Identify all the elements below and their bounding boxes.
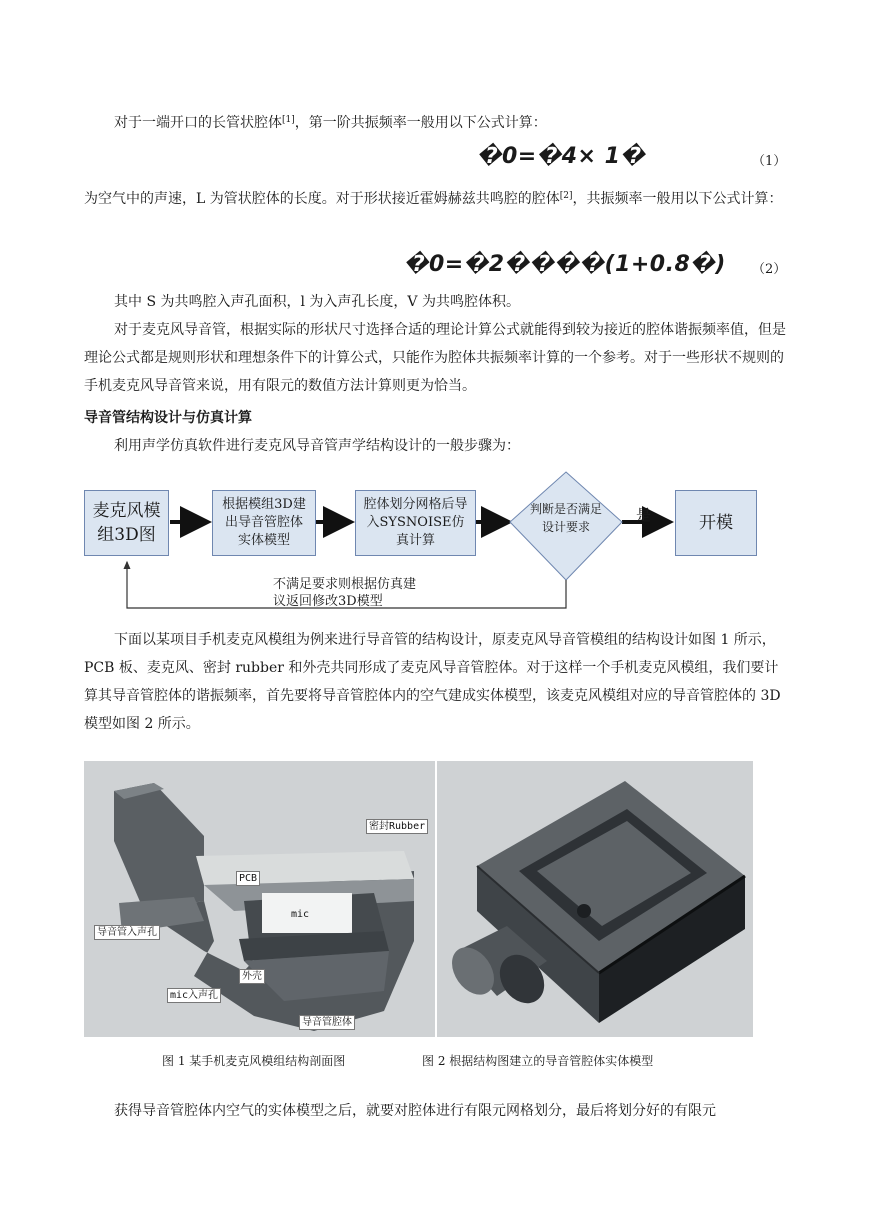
citation-ref-2[interactable]: [2]	[559, 191, 573, 201]
flow-yes-label: 是	[636, 506, 652, 524]
theory-paragraph: 对于麦克风导音管，根据实际的形状尺寸选择合适的理论计算公式就能得到较为接近的腔体谐振频率值，但是理论公式都是规则形状和理想条件下的计算公式，只能作为腔体共振频率计算的一个参考。对于一些形状不规则的手机麦克风导音管来说，用有限元的数值方法计算则更为恰当。	[84, 322, 786, 394]
flow-step-3d-model: 麦克风模组3D图	[84, 490, 169, 556]
intro-text: 对于一端开口的长管状腔体	[114, 115, 282, 131]
cross-section-drawing	[84, 761, 435, 1037]
flow-step-open-mold: 开模	[675, 490, 757, 556]
example-paragraph: 下面以某项目手机麦克风模组为例来进行导音管的结构设计，原麦克风导音管模组的结构设计如图 1 所示，PCB 板、麦克风、密封 rubber 和外壳共同形成了麦克风导音管腔体。对于这样一个手机麦克风模组，我们要计算其导音管腔体的谐振频率，首先要将导音管腔体内的空气建成实体模型，该麦克风模组对应的导音管腔体的 3D 模型如图 2 所示。	[84, 632, 781, 732]
equation-1: �0=�4× 1�	[477, 144, 646, 169]
citation-ref-1[interactable]: [1]	[282, 115, 295, 125]
figure-2-solid-model	[437, 761, 753, 1037]
figure-1-caption: 图 1 某手机麦克风模组结构剖面图	[162, 1054, 346, 1068]
meshing-paragraph: 获得导音管腔体内空气的实体模型之后，就要对腔体进行有限元网格划分，最后将划分好的有限元	[114, 1103, 716, 1119]
equation-1-number: （1）	[752, 154, 787, 169]
paragraph-text: 为空气中的声速，L 为管状腔体的长度。对于形状接近霍姆赫兹共鸣腔的腔体	[84, 191, 560, 207]
flow-step-build-solid: 根据模组3D建出导音管腔体实体模型	[212, 490, 316, 556]
paragraph-text-cont: ，共振频率一般用以下公式计算：	[572, 191, 783, 207]
figure-1-cross-section	[84, 761, 435, 1037]
equation-2-number: （2）	[752, 262, 787, 277]
intro-text-cont: ，第一阶共振频率一般用以下公式计算：	[294, 115, 547, 131]
label-sealing-rubber: 密封Rubber	[366, 819, 428, 834]
solid-model-drawing	[437, 761, 753, 1037]
label-cavity: 导音管腔体	[299, 1015, 355, 1030]
section-heading: 导音管结构设计与仿真计算	[84, 410, 252, 426]
label-mic: mic	[291, 909, 310, 920]
equation-2: �0=�2����(1+0.8�)	[404, 252, 726, 277]
flow-step-mesh-simulate: 腔体划分网格后导入SYSNOISE仿真计算	[355, 490, 476, 556]
label-inlet-hole: 导音管入声孔	[94, 925, 160, 940]
steps-intro-paragraph: 利用声学仿真软件进行麦克风导音管声学结构设计的一般步骤为：	[114, 438, 520, 454]
flow-feedback-label: 不满足要求则根据仿真建议返回修改3D模型	[273, 577, 417, 609]
figure-2-caption: 图 2 根据结构图建立的导音管腔体实体模型	[422, 1054, 654, 1068]
label-mic-hole: mic入声孔	[167, 988, 221, 1003]
label-shell: 外壳	[239, 969, 265, 984]
flow-decision-text: 判断是否满足设计要求	[530, 502, 603, 534]
label-pcb: PCB	[236, 871, 260, 886]
variables-paragraph: 其中 S 为共鸣腔入声孔面积，l 为入声孔长度，V 为共鸣腔体积。	[114, 294, 520, 310]
